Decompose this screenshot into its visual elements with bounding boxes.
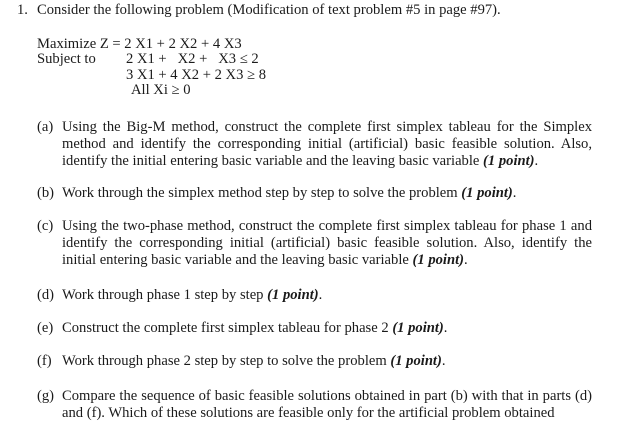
part-g-label: (g)	[37, 388, 55, 404]
part-a-points: (1 point)	[483, 153, 535, 169]
subject-to-label: Subject to	[37, 51, 96, 67]
part-a-label: (a)	[37, 119, 54, 135]
nonnegativity-constraint: All Xi ≥ 0	[131, 82, 191, 98]
constraint-2: 3 X1 + 4 X2 + 2 X3 ≥ 8	[126, 67, 267, 83]
problem-intro: Consider the following problem (Modification of text problem #5 in page #97).	[37, 2, 501, 18]
part-a-text: Using the Big-M method, construct the complete first simplex tableau for the Simplex method and identify the corresponding initial (artificial) basic feasible solution. Also, identify the initial entering basic variable and the leaving basic variable (1 point).	[62, 119, 592, 169]
part-f-label: (f)	[37, 353, 52, 369]
part-c-points: (1 point)	[412, 252, 465, 268]
part-d-label: (d)	[37, 287, 55, 303]
problem-number: 1.	[17, 2, 28, 18]
part-c-label: (c)	[37, 218, 54, 234]
part-e-text: Construct the complete first simplex tableau for phase 2 (1 point).	[62, 320, 448, 336]
constraint-1: 2 X1 + X2 + X3 ≤ 2	[126, 51, 259, 67]
objective-function: Maximize Z = 2 X1 + 2 X2 + 4 X3	[37, 36, 242, 52]
part-e-points: (1 point)	[392, 320, 444, 336]
part-c-text: Using the two-phase method, construct the complete first simplex tableau for phase 1 and identify the corresponding initial (artificial) basic feasible solution. Also, identify the initial entering basic variable and the leaving basic variable (1 point).	[62, 218, 592, 268]
part-g-text: Compare the sequence of basic feasible solutions obtained in part (b) with that in parts (d) and (f). Which of these solutions are feasible only for the artificial problem obtained	[62, 388, 592, 421]
part-f-text: Work through phase 2 step by step to solve the problem (1 point).	[62, 353, 446, 369]
part-f-points: (1 point)	[390, 353, 442, 369]
part-d-text: Work through phase 1 step by step (1 point).	[62, 287, 323, 303]
part-b-text: Work through the simplex method step by step to solve the problem (1 point).	[62, 185, 517, 201]
part-b-label: (b)	[37, 185, 55, 201]
part-e-label: (e)	[37, 320, 54, 336]
part-b-points: (1 point)	[461, 185, 513, 201]
part-d-points: (1 point)	[267, 287, 319, 303]
